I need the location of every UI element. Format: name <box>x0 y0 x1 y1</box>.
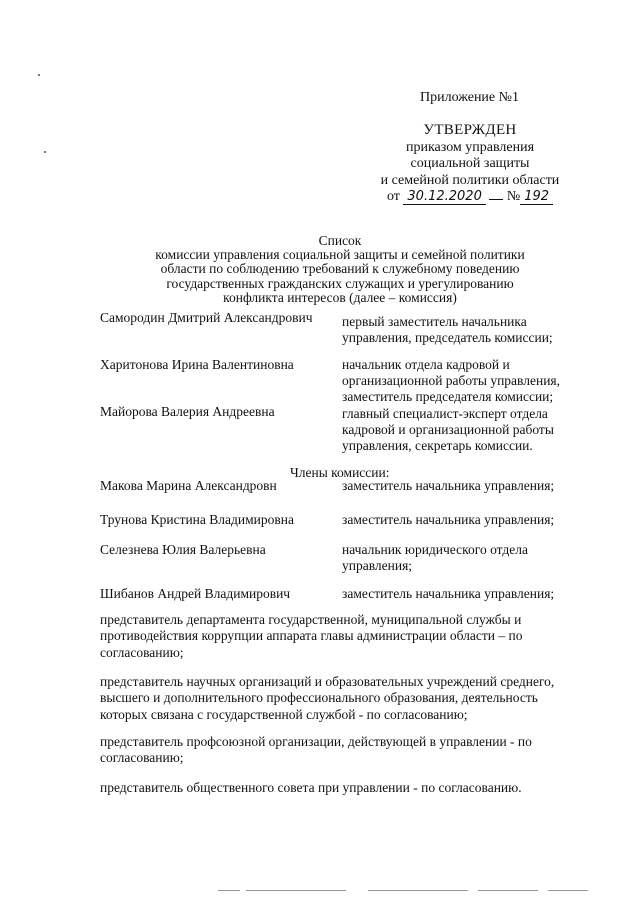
member-role: главный специалист-эксперт отдела кадровой и организационной работы управления, секретарь комиссии. <box>342 406 554 454</box>
member-name: Макова Марина Александровн <box>100 478 277 493</box>
heading-line-2: области по соблюдению требований к служебному поведению <box>160 261 520 277</box>
footer-mark <box>218 890 240 891</box>
appendix-label: Приложение №1 <box>420 90 519 105</box>
approval-date-line <box>360 189 580 206</box>
footer-mark <box>478 890 538 891</box>
heading-line-1: комиссии управления социальной защиты и семейной политики <box>155 247 525 263</box>
approved-title: УТВЕРЖДЕН <box>423 122 517 138</box>
heading-title: Список <box>318 233 362 248</box>
member-name: Трунова Кристина Владимировна <box>100 512 294 527</box>
member-role: заместитель начальника управления; <box>342 586 555 601</box>
footer-mark <box>548 890 588 891</box>
date-prefix: от <box>386 189 400 205</box>
leadership-row <box>100 404 580 464</box>
approval-line-2: социальной защиты <box>410 156 530 172</box>
member-role: начальник отдела кадровой и организационной работы управления, заместитель председателя комиссии; <box>342 357 561 405</box>
member-name: Майорова Валерия Андреевна <box>100 404 275 419</box>
list-heading <box>130 234 550 305</box>
scan-speck <box>44 151 46 153</box>
approval-block <box>360 122 580 206</box>
heading-line-3: государственных гражданских служащих и урегулированию <box>166 275 514 291</box>
member-name: Самородин Дмитрий Александрович <box>100 310 313 325</box>
representative-paragraph: представитель департамента государственной, муниципальной службы и противодействия коррупции аппарата главы администрации области – по согласованию; <box>100 612 523 660</box>
footer-mark <box>368 890 468 891</box>
member-name: Шибанов Андрей Владимирович <box>100 586 291 601</box>
footer-mark <box>246 890 346 891</box>
representative-paragraph: представитель научных организаций и образовательных учреждений среднего, высшего и дополнительного профессионального образования, деятельность которых связана с государственной службой - по согласованию; <box>100 674 555 722</box>
number-value: 192 <box>520 189 553 205</box>
member-name: Селезнева Юлия Валерьевна <box>100 542 266 557</box>
heading-line-4: конфликта интересов (далее – комиссия) <box>223 289 457 305</box>
member-role: заместитель начальника управления; <box>342 512 555 527</box>
member-role: первый заместитель начальника управления, председатель комиссии; <box>342 314 553 346</box>
representative-paragraph: представитель профсоюзной организации, действующей в управлении - по согласованию; <box>100 734 532 766</box>
member-role: начальник юридического отдела управления; <box>342 542 528 574</box>
scan-speck <box>38 74 40 76</box>
number-prefix: № <box>506 189 521 205</box>
approval-line-3: и семейной политики области <box>380 172 560 188</box>
member-role: заместитель начальника управления; <box>342 478 555 493</box>
members-label: Члены комиссии: <box>290 465 390 480</box>
representative-paragraph: представитель общественного совета при управлении - по согласованию. <box>100 780 522 795</box>
approval-line-1: приказом управления <box>405 139 535 155</box>
member-name: Харитонова Ирина Валентиновна <box>100 357 294 372</box>
date-underline <box>489 199 503 200</box>
date-value: 30.12.2020 <box>403 189 485 205</box>
